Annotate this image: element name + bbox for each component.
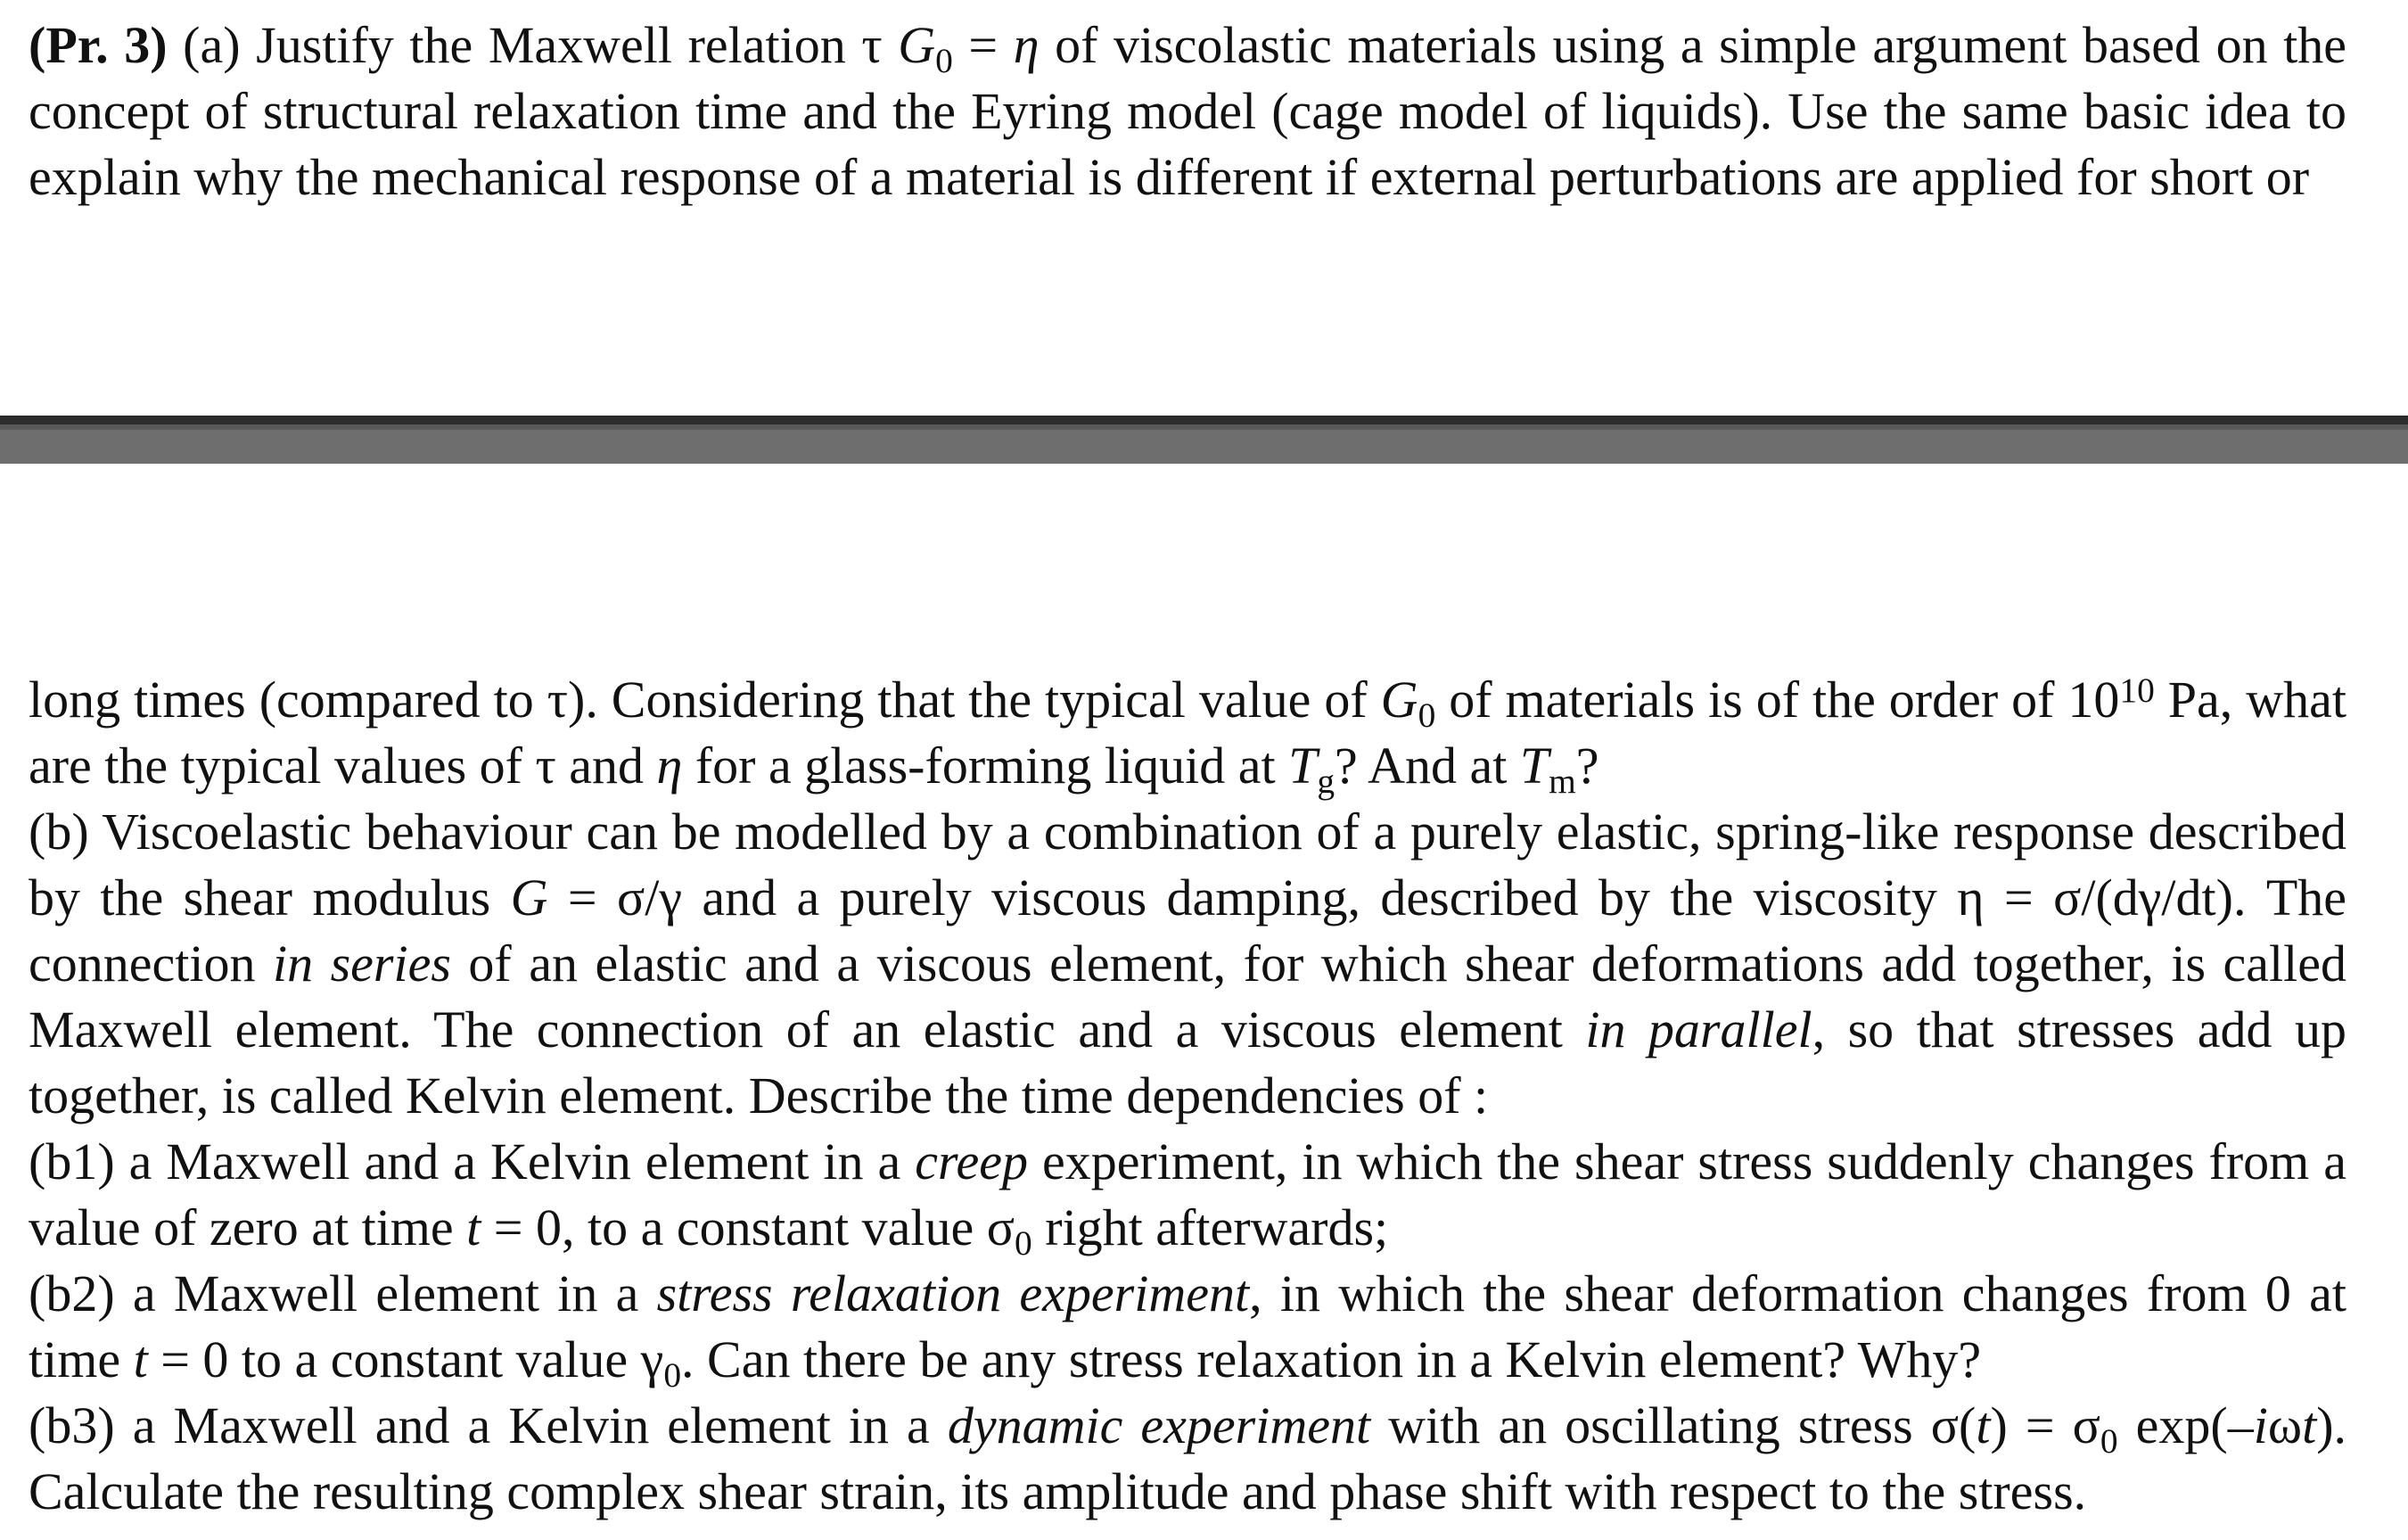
part-a-label: (a) <box>183 16 241 74</box>
page-divider <box>0 416 2408 464</box>
part-b3-paragraph: (b3) a Maxwell and a Kelvin element in a dynamic experiment with an oscillating stress $\sigma(t) = \sigma_0$ exp(–iωt). Calculate the resulting complex shear strain, its amplitude and phase shift with respect to the stress. <box>29 1396 2347 1520</box>
part-a-paragraph-top: (Pr. 3) (a) Justify the Maxwell relation τ $G_0 = \eta$ of viscolastic materials using a simple argument based on the concept of structural relaxation time and the Eyring model (cage model of liquids). Use the same basic idea to explain why the mechanical response of a material is different if external perturbations are applied for short or <box>29 16 2347 206</box>
part-b-paragraph: (b) Viscoelastic behaviour can be modelled by a combination of a purely elastic, spring-like response described by the shear modulus G = σ/γ and a purely viscous damping, described by the viscosity η = σ/(dγ/dt). The connection in series of an elastic and a viscous element, for which shear deformations add together, is called Maxwell element. The connection of an elastic and a viscous element in parallel, so that stresses add up together, is called Kelvin element. Describe the time dependencies of : <box>29 803 2346 1124</box>
part-a-paragraph-bottom: long times (compared to τ). Considering that the typical value of $G_0$ of materials is of the order of $10^{10}$ Pa, what are the typical values of τ and η for a glass-forming liquid at $T_g$? And at $T_m$? <box>29 671 2346 802</box>
part-b1-paragraph: (b1) a Maxwell and a Kelvin element in a creep experiment, in which the shear stress suddenly changes from a value of zero at time t = 0, to a constant value $\sigma_0$ right afterwards; <box>29 1132 2346 1264</box>
problem-text-top <box>29 12 2346 210</box>
part-b2-paragraph: (b2) a Maxwell element in a stress relaxation experiment, in which the shear deformation changes from 0 at time t = 0 to a constant value $\gamma_0$. Can there be any stress relaxation in a Kelvin element? Why? <box>29 1264 2346 1396</box>
problem-text-bottom <box>29 667 2346 1525</box>
problem-label: (Pr. 3) <box>29 16 168 74</box>
